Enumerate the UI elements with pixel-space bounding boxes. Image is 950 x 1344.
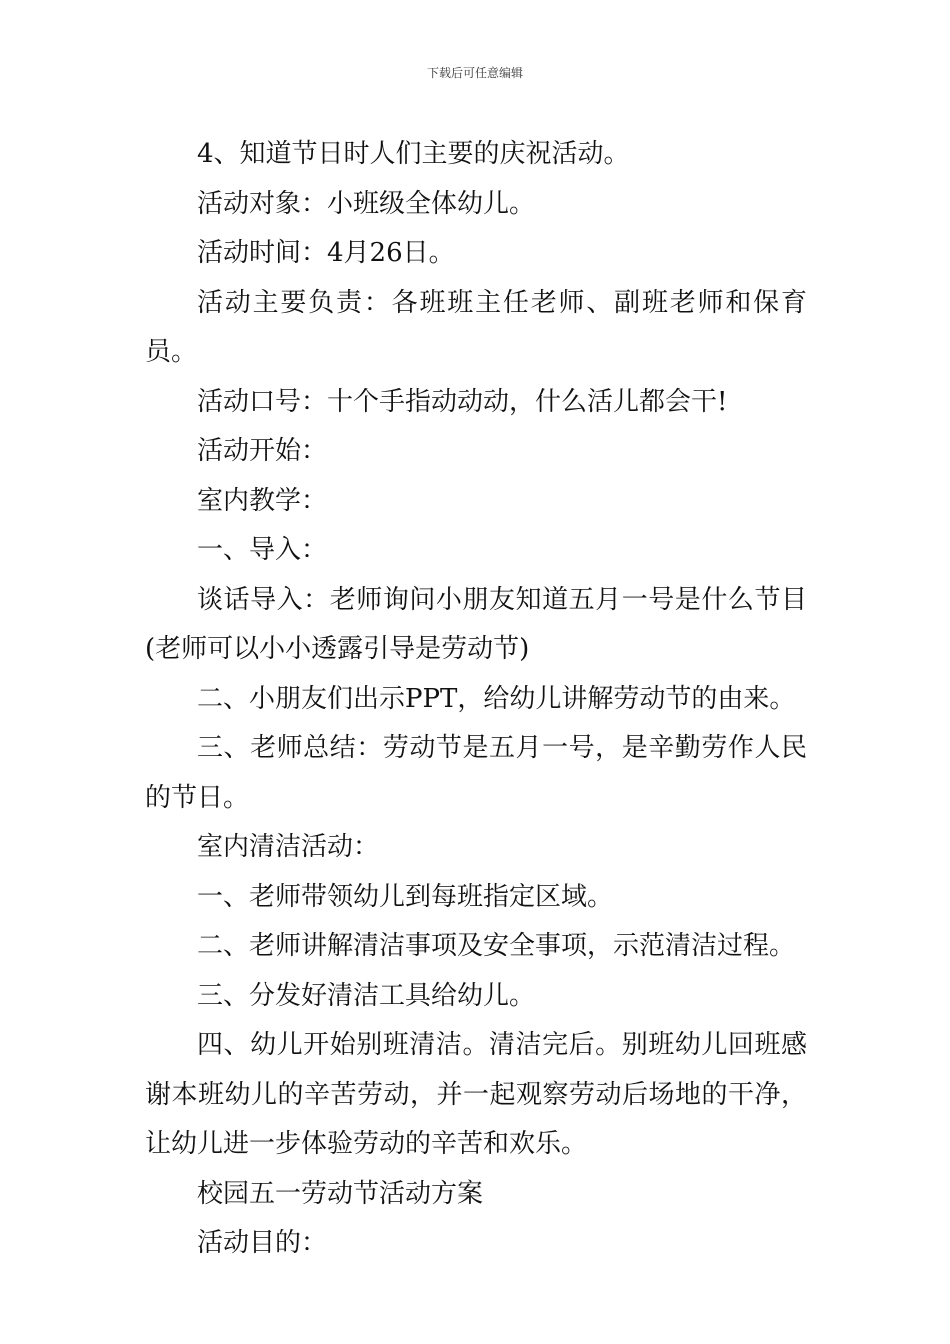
paragraph-summary: 三、老师总结：劳动节是五月一号，是辛勤劳作人民的节日。 [145, 733, 807, 813]
paragraph-cleaning-step-4: 四、幼儿开始别班清洁。清洁完后。别班幼儿回班感谢本班幼儿的辛苦劳动，并一起观察劳动后场地的干净，让幼儿进一步体验劳动的辛苦和欢乐。 [145, 1030, 807, 1159]
paragraph-indoor-teaching: 室内教学： [197, 485, 328, 516]
paragraph-ppt: 二、小朋友们出示PPT，给幼儿讲解劳动节的由来。 [197, 683, 796, 714]
page-header-note: 下载后可任意编辑 [426, 66, 523, 80]
paragraph-cleaning-step-2: 二、老师讲解清洁事项及安全事项，示范清洁过程。 [197, 931, 796, 961]
paragraph-target: 活动对象：小班级全体幼儿。 [197, 188, 536, 219]
paragraph-plan-title: 校园五一劳动节活动方案 [197, 1178, 484, 1209]
paragraph-talk-intro: 谈话导入：老师询问小朋友知道五月一号是什么节目(老师可以小小透露引导是劳动节) [145, 584, 807, 664]
paragraph-responsible: 活动主要负责：各班班主任老师、副班老师和保育员。 [145, 287, 807, 367]
paragraph-time: 活动时间：4月26日。 [197, 238, 455, 268]
paragraph-cleaning-step-1: 一、老师带领幼儿到每班指定区域。 [197, 881, 614, 912]
paragraph-goal-4: 4、知道节日时人们主要的庆祝活动。 [197, 139, 630, 169]
paragraph-intro-heading: 一、导入： [197, 535, 328, 565]
paragraph-start: 活动开始： [197, 436, 328, 466]
paragraph-purpose: 活动目的： [197, 1228, 328, 1258]
document-body [145, 130, 807, 1269]
paragraph-indoor-cleaning: 室内清洁活动： [197, 832, 380, 862]
paragraph-cleaning-step-3: 三、分发好清洁工具给幼儿。 [197, 980, 536, 1011]
paragraph-slogan: 活动口号：十个手指动动动，什么活儿都会干! [197, 386, 728, 417]
